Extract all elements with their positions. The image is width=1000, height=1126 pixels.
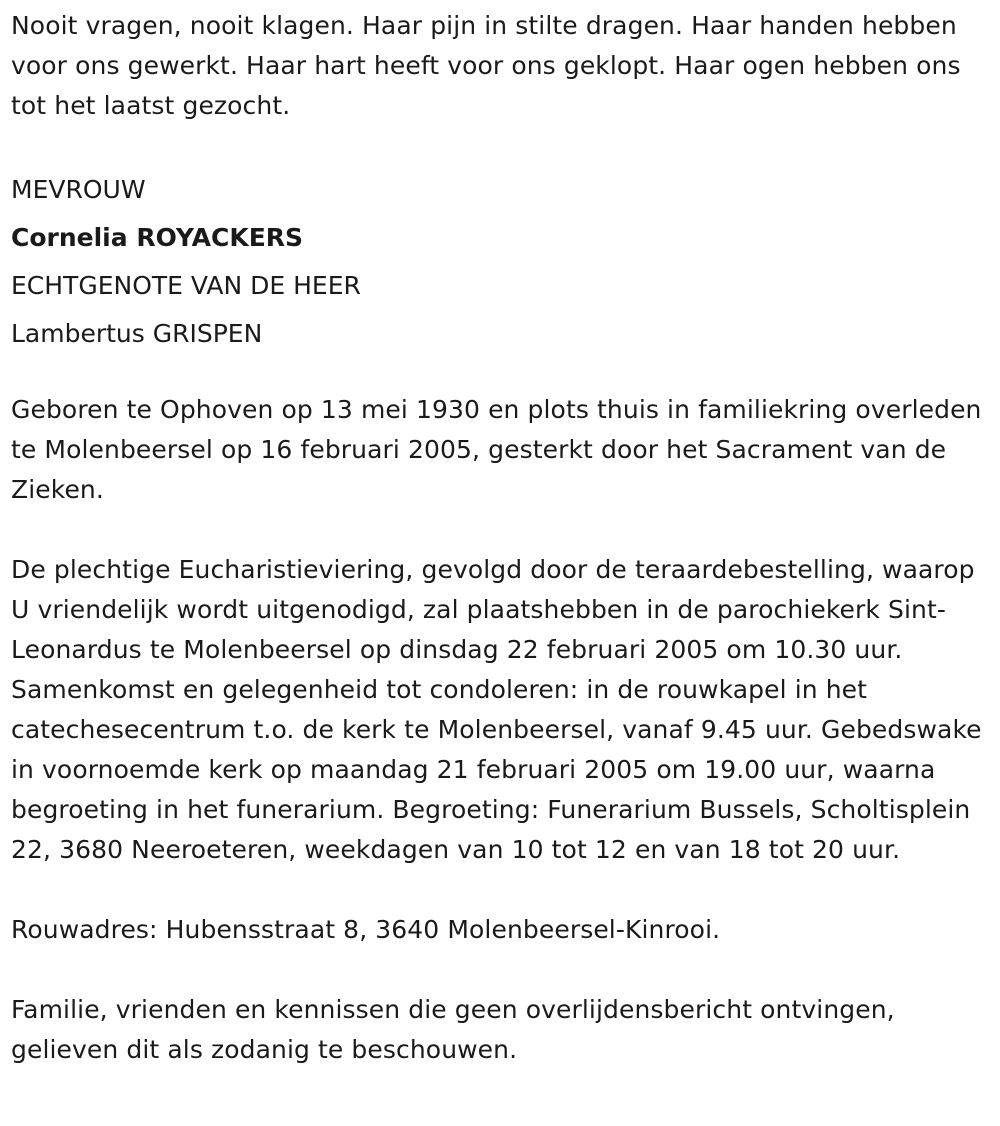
spacer xyxy=(11,950,991,990)
obituary-document xyxy=(11,6,991,1070)
person-name: Cornelia ROYACKERS xyxy=(11,223,304,252)
ceremony-paragraph: De plechtige Eucharistieviering, gevolgd door de teraardebestelling, waarop U vriendelijk wordt uitgenodigd, zal plaatshebben in de parochiekerk Sint-Leonardus te Molenbeersel op dinsdag 22 februari 2005 om 10.30 uur. Samenkomst en gelegenheid tot condoleren: in de rouwkapel in het catechesecentrum t.o. de kerk te Molenbeersel, vanaf 9.45 uur. Gebedswake in voornoemde kerk op maandag 21 februari 2005 om 19.00 uur, waarna begroeting in het funerarium. Begroeting: Funerarium Bussels, Scholtisplein 22, 3680 Neeroeteren, weekdagen van 10 tot 12 en van 18 tot 20 uur. xyxy=(11,555,982,864)
intro-paragraph: Nooit vragen, nooit klagen. Haar pijn in stilte dragen. Haar handen hebben voor ons gewerkt. Haar hart heeft voor ons geklopt. Haar ogen hebben ons tot het laatst gezocht. xyxy=(11,11,961,120)
person-title: MEVROUW xyxy=(11,175,146,204)
spacer xyxy=(11,126,991,166)
spacer xyxy=(11,870,991,910)
spacer xyxy=(11,358,991,390)
spouse-name: Lambertus GRISPEN xyxy=(11,319,263,348)
closing-paragraph: Familie, vrienden en kennissen die geen overlijdensbericht ontvingen, gelieven dit als zodanig te beschouwen. xyxy=(11,995,895,1064)
person-block xyxy=(11,166,991,358)
spacer xyxy=(11,510,991,550)
birth-death-paragraph: Geboren te Ophoven op 13 mei 1930 en plots thuis in familiekring overleden te Molenbeersel op 16 februari 2005, gesterkt door het Sacrament van de Zieken. xyxy=(11,395,982,504)
person-relation: ECHTGENOTE VAN DE HEER xyxy=(11,271,361,300)
address-paragraph: Rouwadres: Hubensstraat 8, 3640 Molenbeersel-Kinrooi. xyxy=(11,915,721,944)
